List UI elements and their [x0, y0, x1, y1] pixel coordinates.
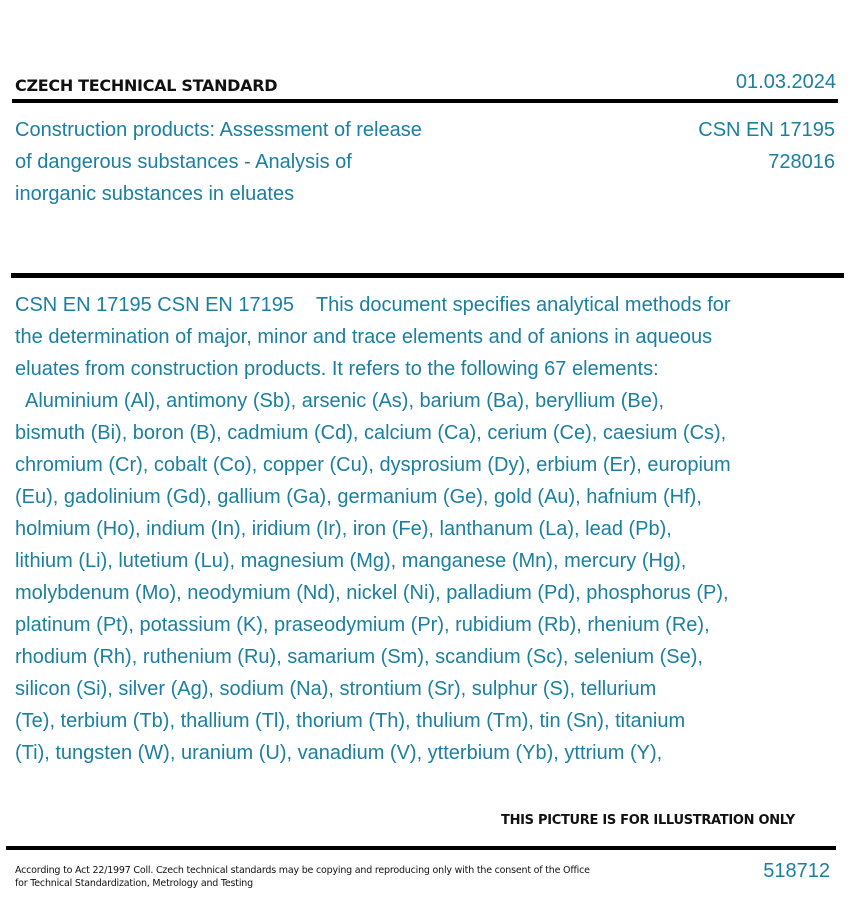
standard-title-line: of dangerous substances - Analysis of: [15, 151, 352, 173]
abstract-line: holmium (Ho), indium (In), iridium (Ir), iron (Fe), lanthanum (La), lead (Pb),: [15, 518, 672, 540]
standard-code: CSN EN 17195: [698, 119, 835, 141]
abstract-line: CSN EN 17195 CSN EN 17195 This document specifies analytical methods for: [15, 294, 731, 316]
legal-notice-line: for Technical Standardization, Metrology and Testing: [15, 878, 253, 889]
publication-date: 01.03.2024: [735, 71, 836, 93]
document-type-heading: CZECH TECHNICAL STANDARD: [15, 76, 278, 95]
standard-title-line: inorganic substances in eluates: [15, 183, 295, 205]
abstract-line: (Eu), gadolinium (Gd), gallium (Ga), germanium (Ge), gold (Au), hafnium (Hf),: [15, 486, 702, 508]
abstract-line: eluates from construction products. It refers to the following 67 elements:: [15, 358, 659, 380]
standard-identifiers: [698, 114, 835, 178]
abstract-line: Aluminium (Al), antimony (Sb), arsenic (As), barium (Ba), beryllium (Be),: [15, 390, 665, 412]
abstract-line: platinum (Pt), potassium (K), praseodymium (Pr), rubidium (Rb), rhenium (Re),: [15, 614, 710, 636]
bottom-divider: [6, 846, 836, 850]
abstract-line: (Ti), tungsten (W), uranium (U), vanadium (V), ytterbium (Yb), yttrium (Y),: [15, 742, 663, 764]
abstract-line: chromium (Cr), cobalt (Co), copper (Cu), dysprosium (Dy), erbium (Er), europium: [15, 454, 731, 476]
abstract-line: silicon (Si), silver (Ag), sodium (Na), strontium (Sr), sulphur (S), tellurium: [15, 678, 657, 700]
classification-number: 728016: [768, 151, 835, 173]
legal-notice: [15, 864, 605, 890]
abstract-line: molybdenum (Mo), neodymium (Nd), nickel (Ni), palladium (Pd), phosphorus (P),: [15, 582, 729, 604]
abstract-line: (Te), terbium (Tb), thallium (Tl), thorium (Th), thulium (Tm), tin (Sn), titanium: [15, 710, 686, 732]
abstract-line: the determination of major, minor and trace elements and of anions in aqueous: [15, 326, 713, 348]
standard-title: [15, 114, 485, 210]
document-id: 518712: [763, 860, 830, 882]
section-divider: [11, 273, 844, 278]
standard-title-line: Construction products: Assessment of release: [15, 119, 422, 141]
legal-notice-line: According to Act 22/1997 Coll. Czech technical standards may be copying and reproducing only with the consent of the Office: [15, 865, 590, 876]
abstract-text: [15, 289, 815, 769]
top-divider: [12, 99, 838, 103]
illustration-disclaimer: THIS PICTURE IS FOR ILLUSTRATION ONLY: [501, 813, 795, 828]
abstract-line: rhodium (Rh), ruthenium (Ru), samarium (Sm), scandium (Sc), selenium (Se),: [15, 646, 703, 668]
abstract-line: lithium (Li), lutetium (Lu), magnesium (Mg), manganese (Mn), mercury (Hg),: [15, 550, 687, 572]
abstract-line: bismuth (Bi), boron (B), cadmium (Cd), calcium (Ca), cerium (Ce), caesium (Cs),: [15, 422, 727, 444]
